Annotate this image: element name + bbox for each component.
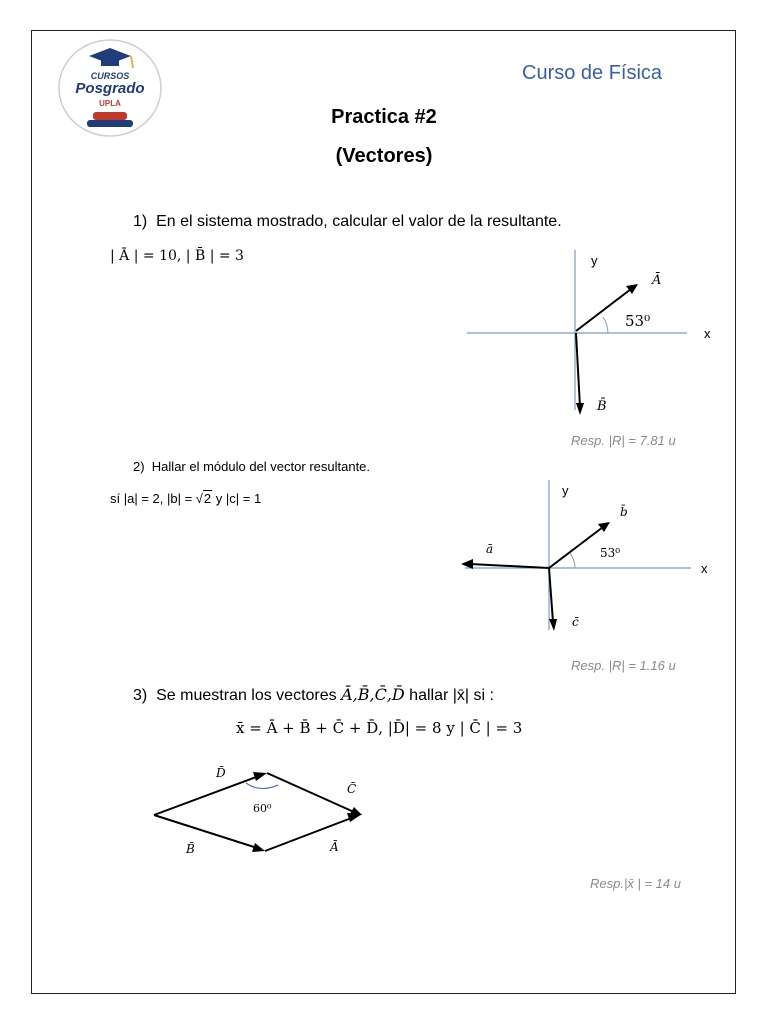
problem1-x-label: x	[704, 326, 711, 341]
problem1-a-label: Ā	[652, 273, 662, 288]
practice-title: Practica #2	[331, 106, 437, 128]
problem2-angle-arc	[570, 553, 575, 568]
problem1-text: En el sistema mostrado, calcular el valor de la resultante.	[156, 213, 562, 230]
problem3-a-label: Ā	[330, 840, 339, 854]
problem2-x-label: x	[701, 561, 708, 576]
problem2-vector-b	[549, 527, 603, 568]
problem3-d-label: D̄	[216, 766, 226, 780]
practice-subtitle: (Vectores)	[335, 145, 433, 167]
logo-text-bottom: UPLA	[99, 99, 121, 108]
problem2-a-label: ā	[486, 542, 494, 556]
problem3-angle-label: 60⁰	[253, 802, 272, 815]
problem1-given: | Ā | = 10, | B̄ | = 3	[110, 248, 244, 264]
problem1-vector-a	[576, 289, 631, 331]
problem3-answer: Resp.|x̄ | = 14 u	[590, 876, 681, 891]
problem3-vector-c	[267, 773, 357, 812]
problem2-given-suffix: y |c| = 1	[212, 491, 262, 506]
problem3-angle-arc	[246, 783, 278, 789]
problem1-angle-label: 53⁰	[625, 312, 651, 330]
problem2-c-label: c̄	[572, 615, 579, 629]
problem3-vector-d	[154, 776, 259, 815]
problem2-text: Hallar el módulo del vector resultante.	[151, 459, 371, 474]
problem3-diagram	[140, 755, 380, 865]
problem2-given-radicand: 2	[203, 491, 212, 506]
problem2-number: 2)	[133, 459, 145, 474]
problem3-c-label: C̄	[347, 782, 357, 796]
problem1-answer: Resp. |R| = 7.81 u	[571, 433, 676, 448]
logo-text-top: CURSOS	[90, 71, 130, 81]
course-title: Curso de Física	[522, 62, 663, 84]
problem2-answer: Resp. |R| = 1.16 u	[571, 658, 676, 673]
problem3-equation: x̄ = Ā + B̄ + C̄ + D̄, |D̄| = 8 y | C̄ | = 3	[236, 719, 523, 737]
logo-text-main: Posgrado	[75, 80, 145, 97]
problem3-vectors: Ā,B̄,C̄,D̄	[341, 685, 405, 704]
problem2-angle-label: 53⁰	[600, 546, 621, 560]
problem1-diagram	[455, 245, 725, 425]
problem3-vector-b	[154, 815, 257, 848]
problem3-number: 3)	[133, 687, 148, 704]
problem3-statement	[133, 685, 494, 705]
problem2-diagram	[445, 475, 720, 645]
problem1-statement	[133, 213, 562, 231]
problem2-given-prefix: sí |a| = 2, |b| = √	[110, 491, 203, 506]
problem1-y-label: y	[591, 253, 598, 268]
problem2-statement	[133, 459, 370, 474]
problem1-angle-arc	[603, 317, 608, 333]
problem3-vector-a	[265, 817, 354, 851]
problem2-b-label: b̄	[620, 505, 628, 519]
problem2-given	[110, 491, 261, 506]
problem3-b-label: B̄	[186, 842, 195, 856]
problem1-number: 1)	[133, 213, 148, 230]
problem3-text-suffix: hallar |x̄| si :	[404, 687, 494, 704]
problem3-text-prefix: Se muestran los vectores	[156, 687, 342, 704]
problem1-vector-b	[576, 333, 580, 407]
problem2-y-label: y	[562, 483, 569, 498]
problem1-b-label: B̄	[597, 399, 607, 414]
